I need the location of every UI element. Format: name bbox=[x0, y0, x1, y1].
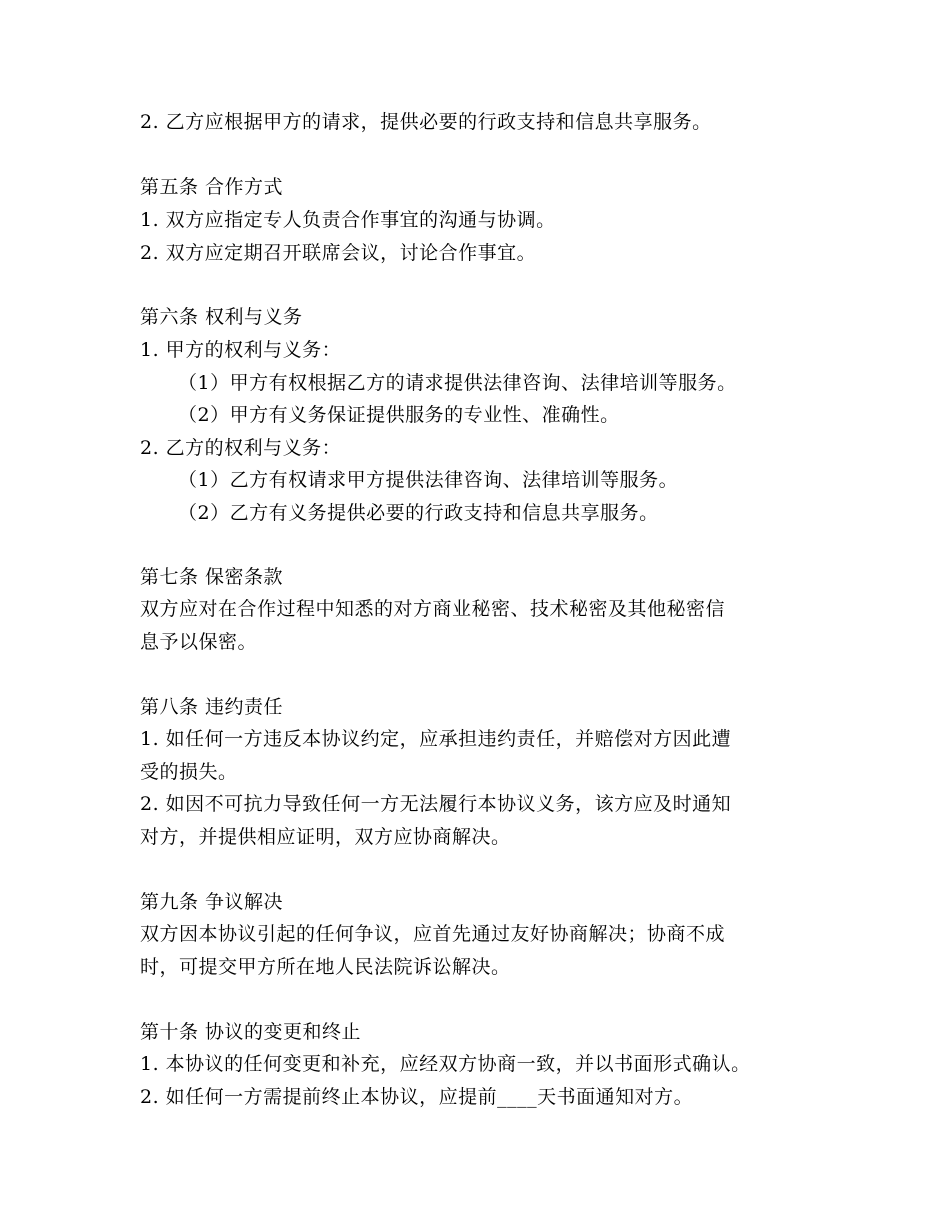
article-heading: 第六条 权利与义务 bbox=[140, 306, 303, 328]
article-heading: 第八条 违约责任 bbox=[140, 696, 284, 718]
paragraph-line: 1. 如任何一方违反本协议约定，应承担违约责任，并赔偿对方因此遭 bbox=[140, 728, 732, 750]
paragraph-line: 2. 如任何一方需提前终止本协议，应提前____天书面通知对方。 bbox=[140, 1086, 694, 1108]
article-heading: 第五条 合作方式 bbox=[140, 176, 284, 198]
paragraph-line: 1. 甲方的权利与义务： bbox=[140, 339, 342, 361]
paragraph-line: 时，可提交甲方所在地人民法院诉讼解决。 bbox=[140, 956, 511, 978]
sub-item-line: （2）甲方有义务保证提供服务的专业性、准确性。 bbox=[178, 404, 620, 426]
paragraph-line: 对方，并提供相应证明，双方应协商解决。 bbox=[140, 826, 511, 848]
paragraph-line: 2. 如因不可抗力导致任何一方无法履行本协议义务，该方应及时通知 bbox=[140, 793, 732, 815]
sub-item-line: （1）甲方有权根据乙方的请求提供法律咨询、法律培训等服务。 bbox=[178, 372, 737, 394]
paragraph-line: 1. 本协议的任何变更和补充，应经双方协商一致，并以书面形式确认。 bbox=[140, 1053, 751, 1075]
article-heading: 第十条 协议的变更和终止 bbox=[140, 1021, 362, 1043]
paragraph-line: 2. 乙方的权利与义务： bbox=[140, 437, 342, 459]
article-heading: 第七条 保密条款 bbox=[140, 566, 284, 588]
sub-item-line: （2）乙方有义务提供必要的行政支持和信息共享服务。 bbox=[178, 502, 659, 524]
paragraph-line: 2. 乙方应根据甲方的请求，提供必要的行政支持和信息共享服务。 bbox=[140, 111, 712, 133]
paragraph-line: 受的损失。 bbox=[140, 761, 238, 783]
article-heading: 第九条 争议解决 bbox=[140, 891, 284, 913]
paragraph-line: 息予以保密。 bbox=[140, 631, 258, 653]
paragraph-line: 双方应对在合作过程中知悉的对方商业秘密、技术秘密及其他秘密信 bbox=[140, 598, 726, 620]
paragraph-line: 2. 双方应定期召开联席会议，讨论合作事宜。 bbox=[140, 242, 537, 264]
paragraph-line: 1. 双方应指定专人负责合作事宜的沟通与协调。 bbox=[140, 209, 556, 231]
paragraph-line: 双方因本协议引起的任何争议，应首先通过友好协商解决；协商不成 bbox=[140, 923, 726, 945]
sub-item-line: （1）乙方有权请求甲方提供法律咨询、法律培训等服务。 bbox=[178, 469, 679, 491]
